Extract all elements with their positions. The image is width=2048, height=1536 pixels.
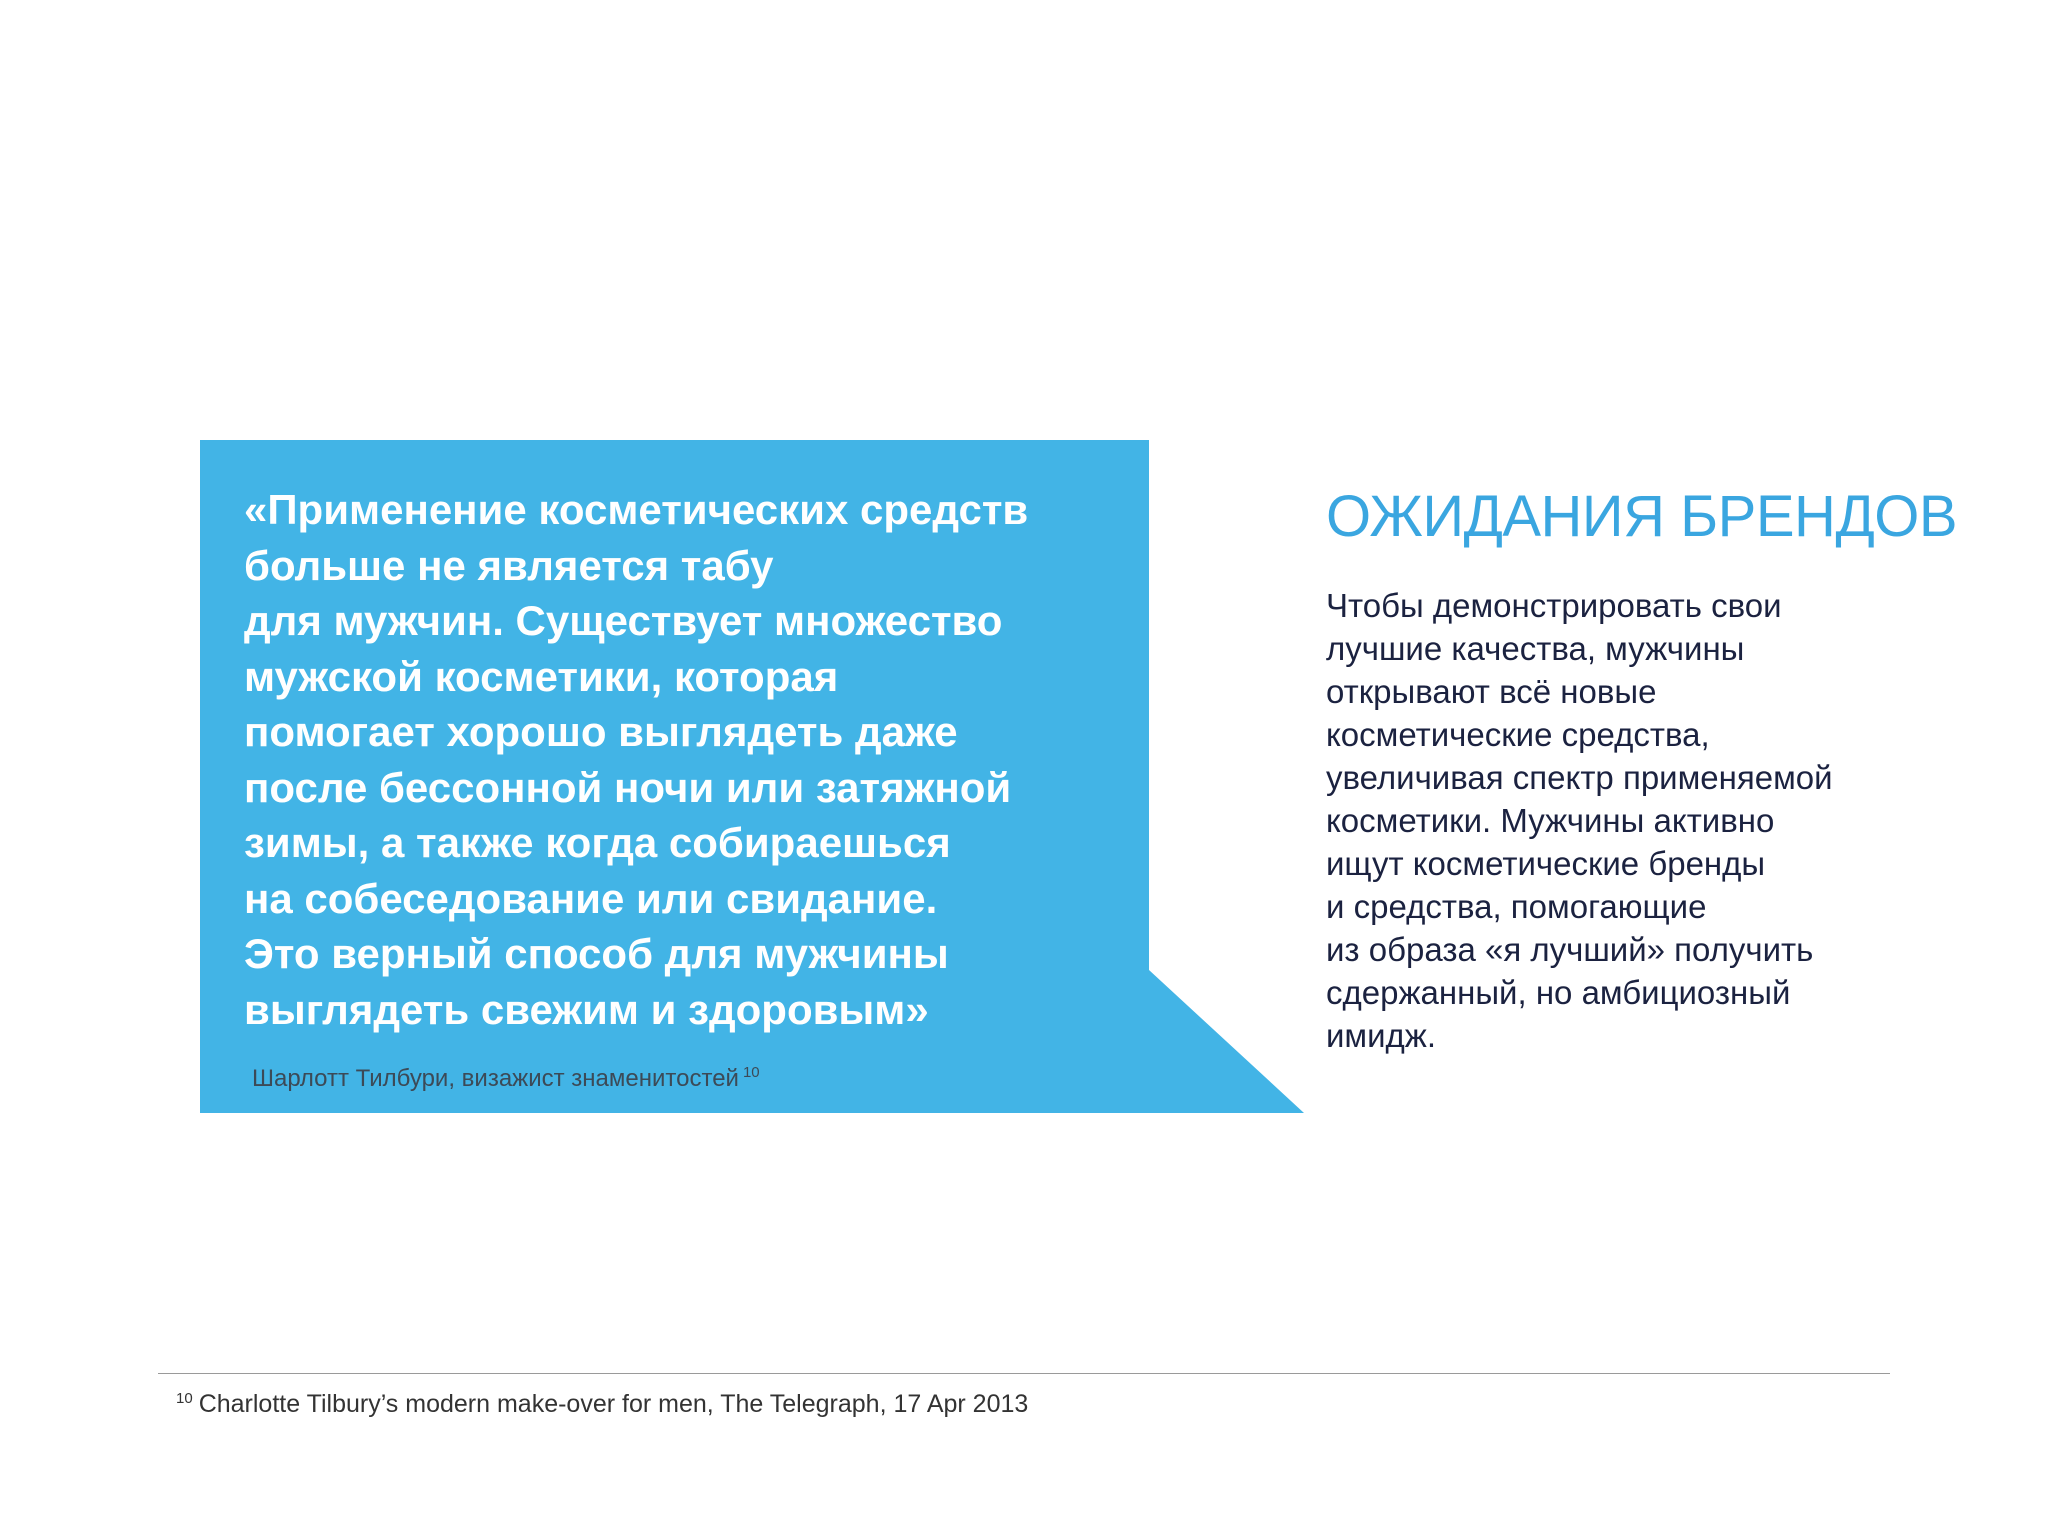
quote-footnote-ref: 10 bbox=[742, 1064, 760, 1081]
quote-attribution-text: Шарлотт Тилбури, визажист знаменитостей bbox=[252, 1065, 739, 1092]
quote-text: «Применение косметических средств больше не является табу для мужчин. Существует множество мужской косметики, которая помогает хорошо выглядеть даже после бессонной ночи или затяжной зимы, а также когда собираешься на собеседование или свидание. Это верный способ для мужчины выглядеть свежим и здоровым» bbox=[244, 486, 1029, 1033]
footnote-divider bbox=[158, 1373, 1890, 1374]
quote-callout bbox=[200, 440, 1304, 1116]
quote-attribution bbox=[252, 1058, 760, 1094]
footnote-text: Charlotte Tilbury’s modern make-over for men, The Telegraph, 17 Apr 2013 bbox=[198, 1390, 1029, 1418]
footnote bbox=[176, 1383, 1028, 1420]
footnote-ref: 10 bbox=[176, 1390, 193, 1407]
section-title: ОЖИДАНИЯ БРЕНДОВ bbox=[1326, 484, 1958, 549]
section-body: Чтобы демонстрировать свои лучшие качества, мужчины открывают всё новые косметические средства, увеличивая спектр применяемой косметики. Мужчины активно ищут косметические бренды и средства, помогающие из образа «я лучший» получить сдержанный, но амбициозный имидж. bbox=[1326, 587, 1833, 1054]
